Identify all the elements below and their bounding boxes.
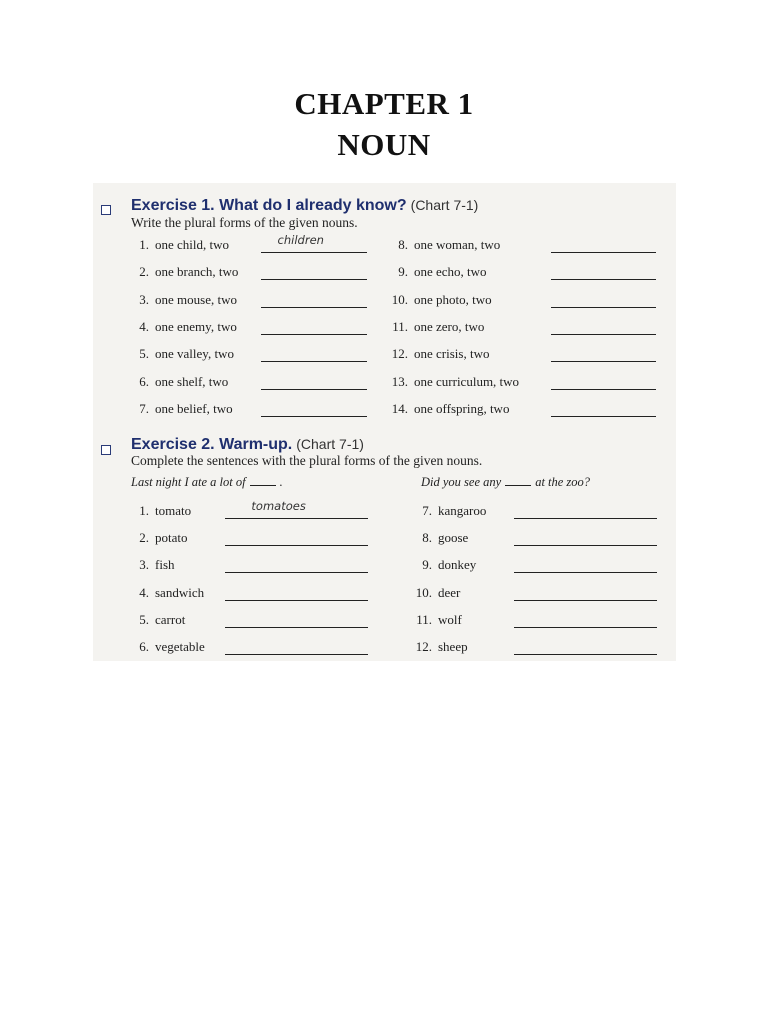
answer-blank[interactable]	[225, 586, 368, 601]
exercise1-item	[388, 292, 492, 308]
item-prompt: one woman, two	[414, 237, 501, 252]
exercise1-item	[129, 346, 234, 362]
item-number: 3.	[139, 557, 149, 573]
item-number: 2.	[139, 530, 149, 546]
item-number: 6.	[139, 639, 149, 654]
worksheet-scan	[93, 183, 676, 661]
answer-blank[interactable]	[225, 613, 368, 628]
item-number: 1.	[139, 503, 149, 518]
item-prompt: one mouse, two	[155, 291, 237, 307]
answer-blank[interactable]	[261, 402, 367, 417]
exercise2-item	[129, 585, 204, 601]
item-prompt: wolf	[438, 611, 462, 627]
item-prompt: vegetable	[155, 639, 205, 654]
exercise2-title-text: Exercise 2. Warm-up.	[131, 436, 293, 453]
exercise1-title	[131, 197, 478, 215]
exercise2-checkbox-icon	[101, 445, 111, 455]
answer-blank[interactable]	[551, 238, 656, 253]
item-number: 13.	[391, 373, 408, 389]
item-prompt: one enemy, two	[155, 318, 237, 334]
exercise2-item	[412, 557, 476, 573]
item-number: 9.	[398, 264, 408, 280]
exercise2-item	[129, 639, 205, 655]
item-number: 6.	[139, 373, 149, 389]
item-prompt: sheep	[438, 639, 468, 654]
exercise2-item	[129, 530, 188, 546]
item-number: 8.	[398, 237, 408, 252]
item-number: 10.	[391, 291, 408, 307]
exercise1-item	[388, 319, 484, 335]
item-number: 11.	[416, 611, 432, 627]
item-prompt: one branch, two	[155, 264, 239, 280]
item-number: 12.	[415, 639, 432, 654]
handwritten-answer: children	[277, 233, 324, 247]
item-prompt: deer	[438, 584, 461, 600]
exercise1-instructions: Write the plural forms of the given nouns.	[131, 215, 358, 230]
exercise1-item	[129, 374, 228, 390]
item-prompt: one photo, two	[414, 291, 492, 307]
exercise1-item	[388, 264, 487, 280]
exercise2-item	[129, 503, 191, 519]
handwritten-answer: tomatoes	[251, 499, 306, 513]
item-prompt: tomato	[155, 503, 192, 518]
answer-blank[interactable]	[551, 320, 656, 335]
sample-left-text: Last night I ate a lot of	[131, 475, 246, 489]
answer-blank[interactable]	[514, 504, 657, 519]
exercise2-chart-ref: (Chart 7-1)	[296, 436, 364, 452]
item-prompt: one zero, two	[414, 318, 485, 334]
item-number: 12.	[391, 346, 408, 362]
answer-blank[interactable]	[225, 558, 368, 573]
answer-blank[interactable]	[551, 347, 656, 362]
exercise2-item	[412, 530, 468, 546]
answer-blank[interactable]	[514, 531, 657, 546]
answer-blank[interactable]	[514, 558, 657, 573]
exercise2-item	[412, 585, 460, 601]
answer-blank[interactable]	[261, 265, 367, 280]
item-number: 3.	[139, 291, 149, 307]
item-prompt: one child, two	[155, 237, 230, 252]
answer-blank[interactable]	[551, 293, 656, 308]
exercise2-item	[412, 503, 486, 519]
chapter-subtitle: NOUN	[337, 127, 431, 162]
item-prompt: goose	[438, 530, 469, 546]
item-number: 7.	[422, 503, 432, 518]
exercise1-item	[388, 374, 519, 390]
exercise2-item	[412, 639, 468, 655]
sample-right-text: Did you see any	[421, 475, 502, 489]
item-number: 11.	[392, 318, 408, 334]
answer-blank[interactable]	[261, 347, 367, 362]
sample-left-end: .	[279, 475, 283, 489]
item-prompt: one echo, two	[414, 264, 487, 280]
item-prompt: sandwich	[155, 584, 205, 600]
item-number: 4.	[139, 584, 149, 600]
item-number: 7.	[139, 400, 149, 416]
answer-blank[interactable]	[261, 375, 367, 390]
item-number: 1.	[139, 237, 149, 252]
answer-blank[interactable]	[551, 265, 656, 280]
item-prompt: one offspring, two	[414, 400, 510, 416]
chapter-title: CHAPTER 1	[294, 86, 474, 121]
item-number: 9.	[422, 557, 432, 573]
item-number: 5.	[139, 611, 149, 627]
item-prompt: one valley, two	[155, 346, 234, 362]
exercise2-sample-left	[131, 475, 283, 490]
item-number: 2.	[139, 264, 149, 280]
item-prompt: donkey	[438, 557, 477, 573]
exercise1-item	[129, 264, 238, 280]
item-prompt: carrot	[155, 611, 186, 627]
exercise1-checkbox-icon	[101, 205, 111, 215]
item-prompt: one crisis, two	[414, 346, 490, 362]
item-prompt: kangaroo	[438, 503, 487, 518]
exercise1-item	[129, 401, 233, 417]
exercise1-item	[129, 319, 237, 335]
item-prompt: one shelf, two	[155, 373, 229, 389]
answer-blank[interactable]	[514, 640, 657, 655]
item-number: 14.	[391, 400, 408, 416]
answer-blank[interactable]	[551, 402, 656, 417]
exercise1-item	[129, 292, 237, 308]
exercise1-item	[129, 237, 229, 253]
sample-left-blank	[250, 485, 276, 486]
exercise1-item	[388, 237, 500, 253]
exercise2-title	[131, 436, 364, 454]
answer-blank[interactable]	[514, 613, 657, 628]
sample-right-end: at the zoo?	[535, 475, 591, 489]
exercise2-instructions: Complete the sentences with the plural forms of the given nouns.	[131, 453, 483, 468]
exercise2-item	[412, 612, 462, 628]
item-number: 10.	[415, 584, 432, 600]
answer-blank[interactable]	[225, 531, 368, 546]
item-number: 4.	[139, 318, 149, 334]
answer-blank[interactable]	[261, 293, 367, 308]
item-number: 5.	[139, 346, 149, 362]
item-prompt: one belief, two	[155, 400, 233, 416]
sample-right-blank	[505, 485, 531, 486]
answer-blank[interactable]	[225, 640, 368, 655]
exercise1-chart-ref: (Chart 7-1)	[410, 197, 479, 213]
item-prompt: fish	[155, 557, 175, 573]
answer-blank[interactable]	[261, 320, 367, 335]
answer-blank[interactable]	[551, 375, 656, 390]
item-number: 8.	[422, 530, 432, 546]
exercise2-item	[129, 612, 185, 628]
exercise1-title-text: Exercise 1. What do I already know?	[131, 197, 407, 214]
item-prompt: potato	[155, 530, 188, 546]
exercise2-item	[129, 557, 175, 573]
exercise1-item	[388, 346, 489, 362]
item-prompt: one curriculum, two	[414, 373, 520, 389]
answer-blank[interactable]	[514, 586, 657, 601]
exercise2-sample-right	[421, 475, 590, 490]
exercise1-item	[388, 401, 509, 417]
